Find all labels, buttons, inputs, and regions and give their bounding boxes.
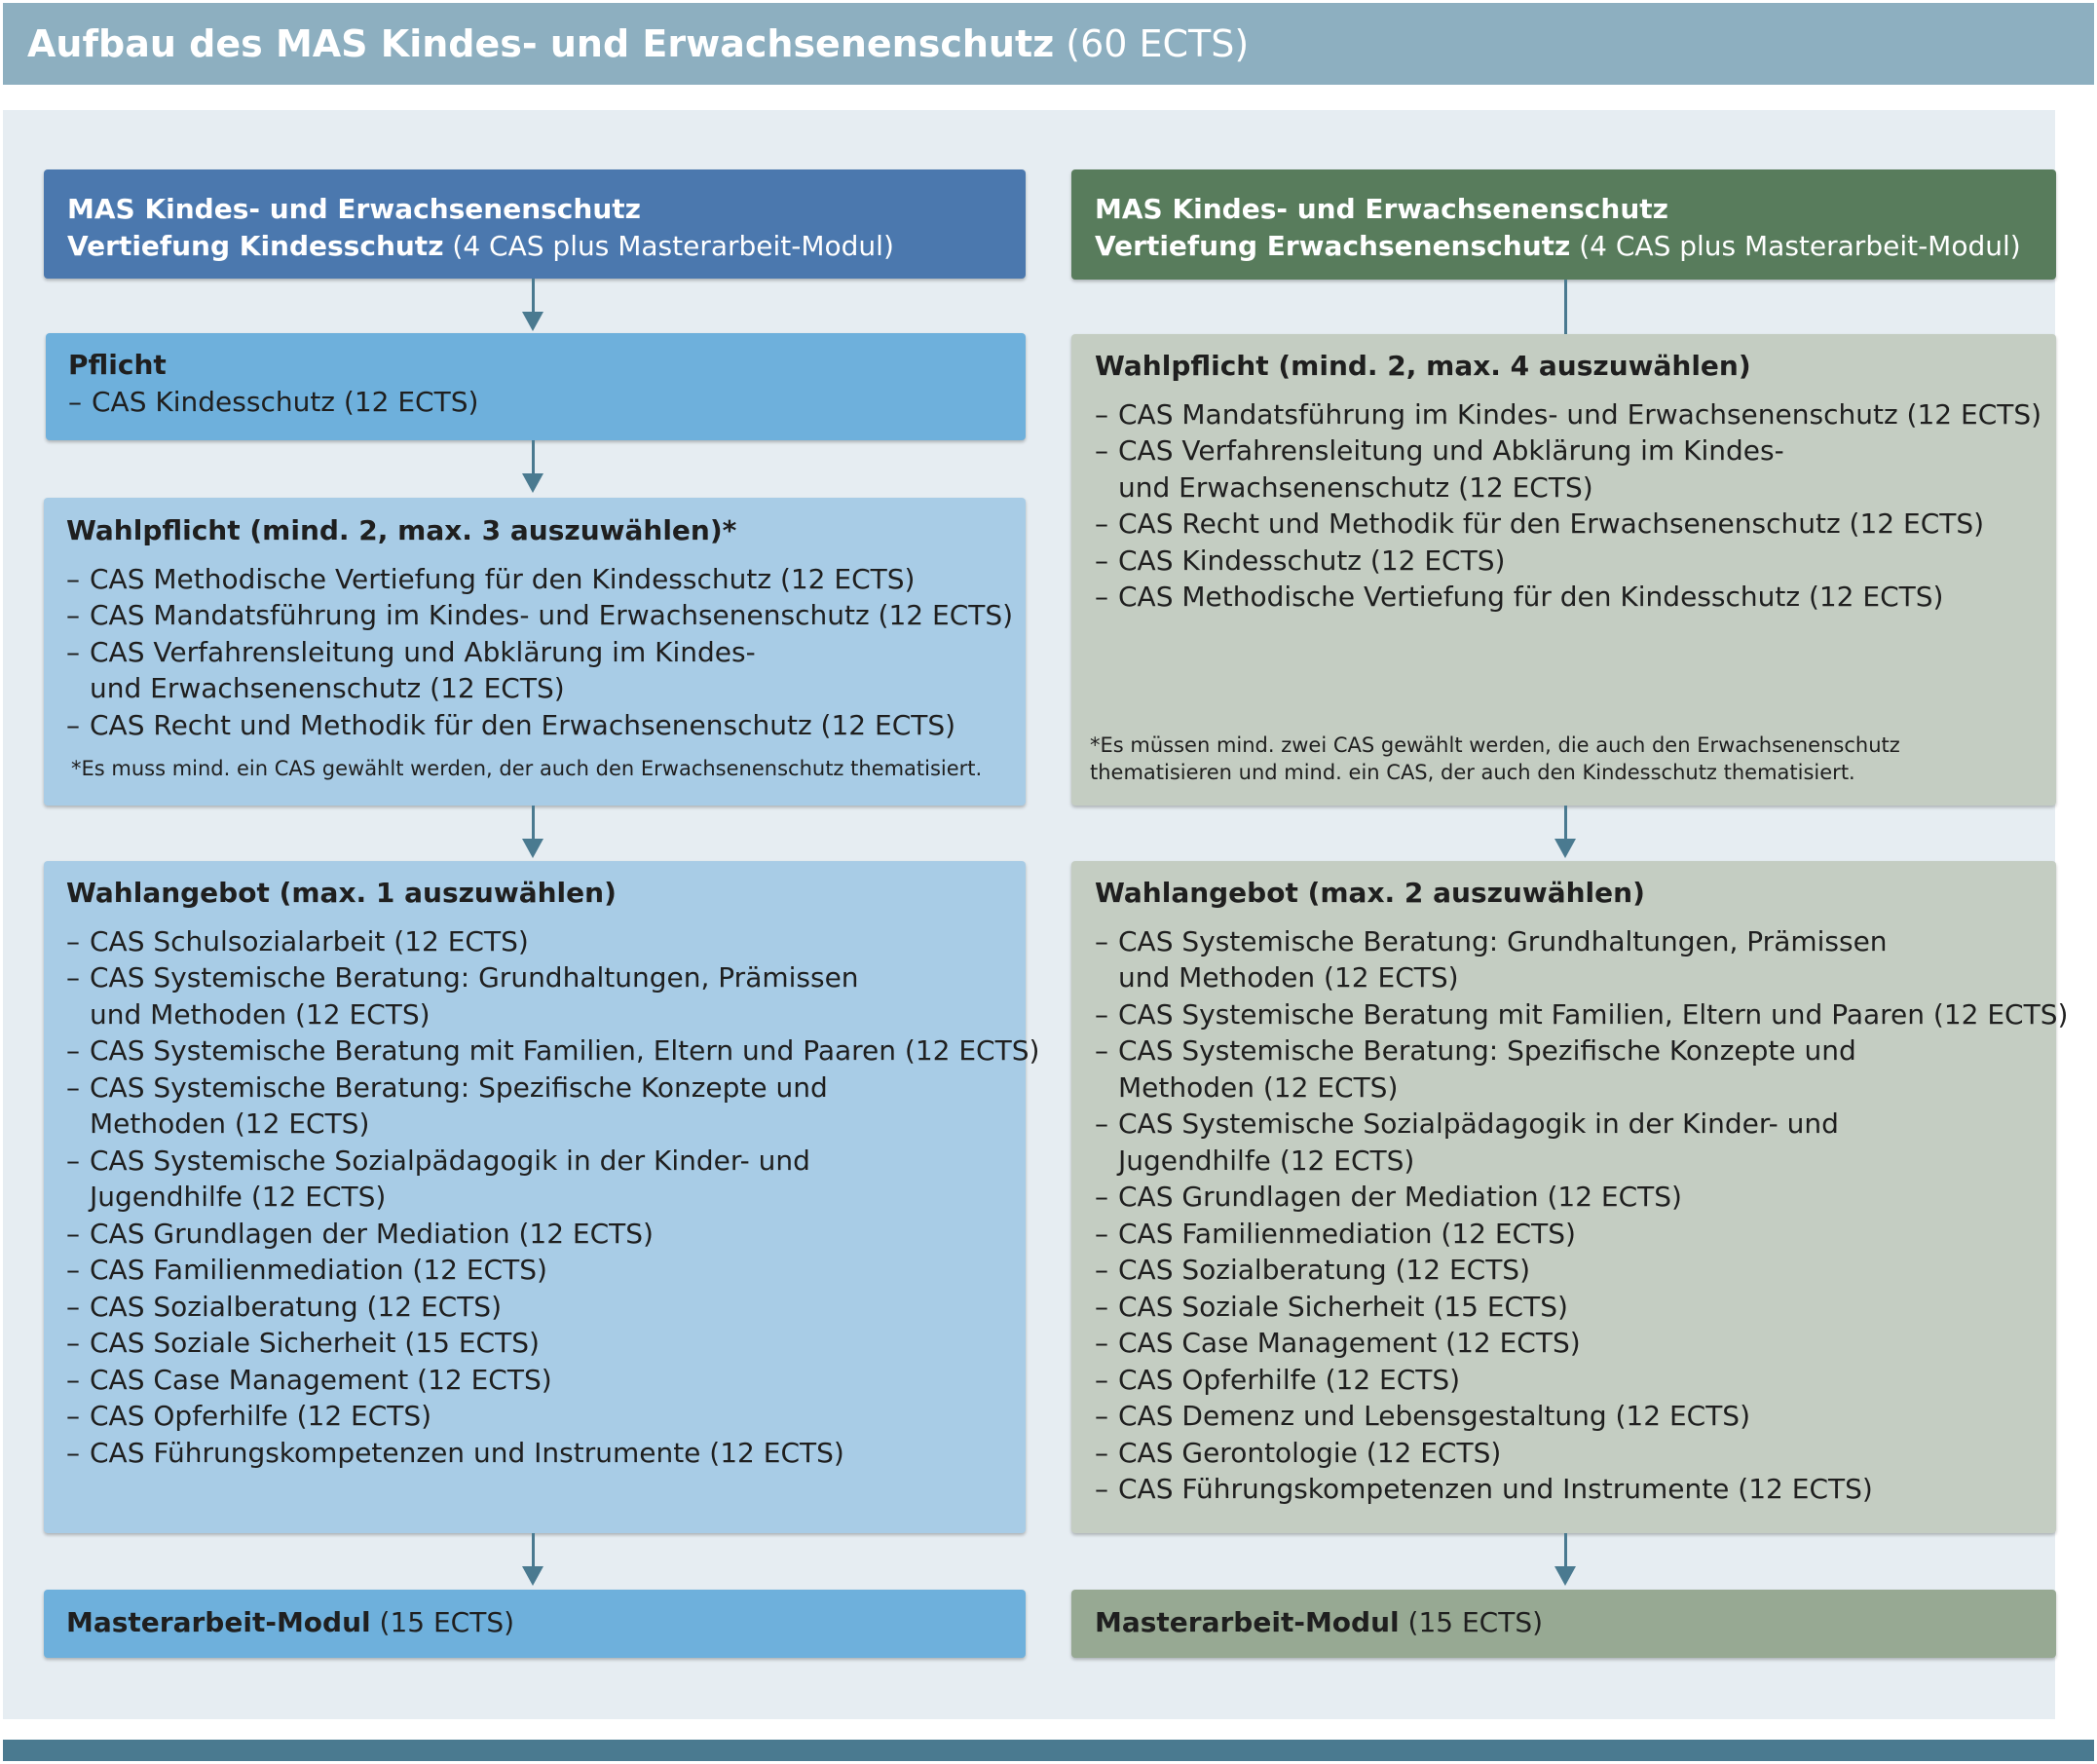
- list-item: – CAS Systemische Beratung mit Familien, Eltern und Paaren (12 ECTS): [66, 1032, 972, 1070]
- list-item: – CAS Opferhilfe (12 ECTS): [1095, 1362, 2030, 1399]
- title-bold: Aufbau des MAS Kindes- und Erwachsenenschutz: [27, 22, 1055, 65]
- left-wahlpflicht-list: [66, 561, 1014, 744]
- connector: [532, 1533, 535, 1568]
- list-item: – CAS Kindesschutz (12 ECTS): [1095, 543, 1835, 580]
- list-item: – CAS Case Management (12 ECTS): [66, 1362, 972, 1399]
- left-masterarbeit-bold: Masterarbeit-Modul: [66, 1606, 371, 1638]
- list-item: – CAS Case Management (12 ECTS): [1095, 1325, 2030, 1362]
- right-wahlpflicht-note: *Es müssen mind. zwei CAS gewählt werden, die auch den Erwachsenenschutz thematisieren und mind. ein CAS, der auch den Kindesschutz thematisiert.: [1090, 733, 1900, 784]
- right-wahlangebot-box: [1071, 861, 2069, 1533]
- left-pflicht-list: [68, 384, 1026, 421]
- right-wahlpflicht-box: [1071, 334, 2056, 806]
- left-wahlangebot-list: [66, 923, 1040, 1472]
- list-item: – CAS Demenz und Lebensgestaltung (12 ECTS): [1095, 1398, 2030, 1435]
- connector: [532, 440, 535, 475]
- title-light: (60 ECTS): [1066, 22, 1250, 65]
- list-item: – CAS Systemische Beratung: Spezifische Konzepte und Methoden (12 ECTS): [66, 1070, 927, 1143]
- left-wahlangebot-title: Wahlangebot (max. 1 auszuwählen): [66, 877, 617, 909]
- list-item: – CAS Opferhilfe (12 ECTS): [66, 1398, 972, 1435]
- list-item: – CAS Mandatsführung im Kindes- und Erwachsenenschutz (12 ECTS): [66, 597, 806, 634]
- footer-bar: [3, 1740, 2094, 1761]
- right-wahlpflicht-list: [1095, 396, 2042, 616]
- list-item: – CAS Schulsozialarbeit (12 ECTS): [66, 923, 972, 960]
- list-item: – CAS Führungskompetenzen und Instrumente (12 ECTS): [1095, 1471, 2030, 1508]
- list-item: – CAS Soziale Sicherheit (15 ECTS): [1095, 1289, 2030, 1326]
- left-wahlangebot-box: [44, 861, 1040, 1533]
- left-pflicht-box: [46, 333, 1026, 440]
- left-wahlpflicht-note: *Es muss mind. ein CAS gewählt werden, der auch den Erwachsenenschutz thematisiert.: [71, 757, 983, 780]
- page-title: [3, 3, 2094, 85]
- left-header-line2-light: (4 CAS plus Masterarbeit-Modul): [452, 230, 894, 262]
- list-item: – CAS Führungskompetenzen und Instrumente (12 ECTS): [66, 1435, 972, 1472]
- list-item: – CAS Systemische Sozialpädagogik in der Kinder- und Jugendhilfe (12 ECTS): [66, 1143, 947, 1216]
- left-wahlpflicht-box: [44, 498, 1026, 806]
- list-item: – CAS Verfahrensleitung und Abklärung im Kindes- und Erwachsenenschutz (12 ECTS): [66, 634, 806, 707]
- arrow-down-icon: [522, 473, 543, 493]
- list-item: – CAS Grundlagen der Mediation (12 ECTS): [1095, 1179, 2030, 1216]
- list-item: – CAS Systemische Beratung: Grundhaltungen, Prämissen und Methoden (12 ECTS): [66, 959, 888, 1032]
- right-header-box: [1071, 169, 2056, 280]
- connector: [532, 806, 535, 841]
- list-item: – CAS Soziale Sicherheit (15 ECTS): [66, 1325, 972, 1362]
- left-header-line2-bold: Vertiefung Kindesschutz: [67, 230, 444, 262]
- list-item: – CAS Recht und Methodik für den Erwachsenenschutz (12 ECTS): [66, 707, 806, 744]
- right-wahlangebot-title: Wahlangebot (max. 2 auszuwählen): [1095, 877, 1645, 909]
- list-item: – CAS Gerontologie (12 ECTS): [1095, 1435, 2030, 1472]
- left-masterarbeit-light: (15 ECTS): [379, 1606, 515, 1638]
- list-item: – CAS Recht und Methodik für den Erwachsenenschutz (12 ECTS): [1095, 506, 1835, 543]
- list-item: – CAS Familienmediation (12 ECTS): [1095, 1216, 2030, 1253]
- list-item: – CAS Systemische Beratung mit Familien, Eltern und Paaren (12 ECTS): [1095, 996, 2030, 1033]
- arrow-down-icon: [522, 312, 543, 331]
- right-wahlangebot-list: [1095, 923, 2069, 1508]
- right-header-line2-light: (4 CAS plus Masterarbeit-Modul): [1579, 230, 2021, 262]
- list-item: – CAS Familienmediation (12 ECTS): [66, 1252, 972, 1289]
- list-item: – CAS Methodische Vertiefung für den Kindesschutz (12 ECTS): [66, 561, 806, 598]
- connector: [1564, 280, 1567, 334]
- right-masterarbeit-light: (15 ECTS): [1407, 1606, 1544, 1638]
- list-item: – CAS Systemische Beratung: Spezifische Konzepte und Methoden (12 ECTS): [1095, 1032, 1975, 1106]
- right-masterarbeit-box: [1071, 1590, 2056, 1658]
- right-header-line1: MAS Kindes- und Erwachsenenschutz: [1095, 193, 1668, 225]
- connector: [1564, 1533, 1567, 1568]
- list-item: – CAS Methodische Vertiefung für den Kindesschutz (12 ECTS): [1095, 579, 1835, 616]
- connector: [532, 279, 535, 314]
- arrow-down-icon: [1554, 1566, 1576, 1586]
- list-item: – CAS Verfahrensleitung und Abklärung im Kindes- und Erwachsenenschutz (12 ECTS): [1095, 432, 1835, 506]
- list-item: – CAS Grundlagen der Mediation (12 ECTS): [66, 1216, 972, 1253]
- list-item: – CAS Systemische Beratung: Grundhaltungen, Prämissen und Methoden (12 ECTS): [1095, 923, 1936, 996]
- connector: [1564, 806, 1567, 841]
- left-masterarbeit-box: [44, 1590, 1026, 1658]
- left-pflicht-title: Pflicht: [68, 349, 167, 381]
- arrow-down-icon: [1554, 839, 1576, 858]
- list-item: – CAS Mandatsführung im Kindes- und Erwachsenenschutz (12 ECTS): [1095, 396, 1835, 433]
- right-masterarbeit-bold: Masterarbeit-Modul: [1095, 1606, 1400, 1638]
- arrow-down-icon: [522, 1566, 543, 1586]
- right-wahlpflicht-title: Wahlpflicht (mind. 2, max. 4 auszuwählen): [1095, 350, 1751, 382]
- list-item: – CAS Sozialberatung (12 ECTS): [66, 1289, 972, 1326]
- left-header-box: [44, 169, 1026, 279]
- left-wahlpflicht-title: Wahlpflicht (mind. 2, max. 3 auszuwählen)*: [66, 514, 737, 546]
- list-item: – CAS Kindesschutz (12 ECTS): [68, 384, 1026, 421]
- arrow-down-icon: [522, 839, 543, 858]
- list-item: – CAS Sozialberatung (12 ECTS): [1095, 1252, 2030, 1289]
- list-item: – CAS Systemische Sozialpädagogik in der Kinder- und Jugendhilfe (12 ECTS): [1095, 1106, 1995, 1179]
- left-header-line1: MAS Kindes- und Erwachsenenschutz: [67, 193, 641, 225]
- right-header-line2-bold: Vertiefung Erwachsenenschutz: [1095, 230, 1571, 262]
